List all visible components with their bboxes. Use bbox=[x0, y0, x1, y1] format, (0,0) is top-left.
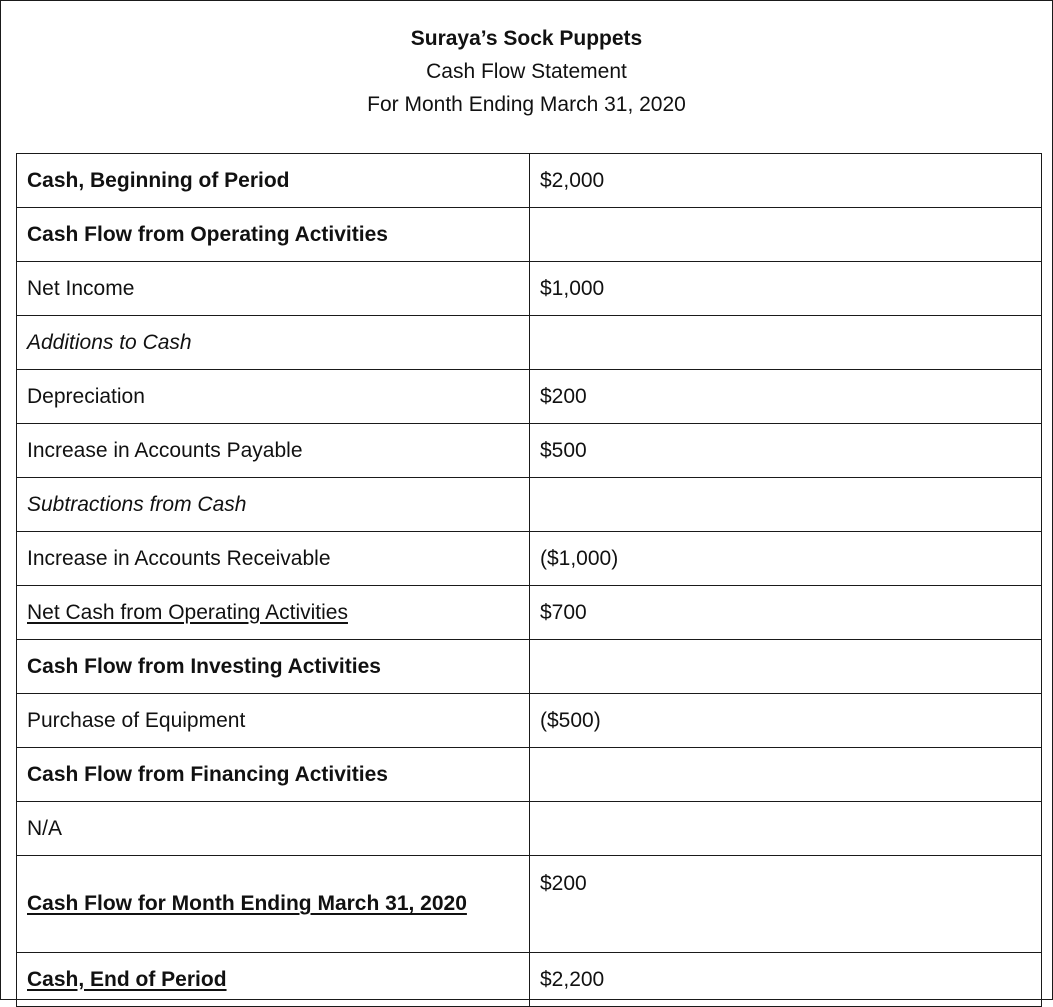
table-row bbox=[17, 953, 1042, 1007]
subtotal-label-text: Net Cash from Operating Activities bbox=[27, 600, 348, 624]
statement-title: Cash Flow Statement bbox=[426, 60, 627, 83]
company-name: Suraya’s Sock Puppets bbox=[410, 27, 643, 50]
table-row bbox=[17, 694, 1042, 748]
table-row bbox=[17, 262, 1042, 316]
total-row-label bbox=[17, 856, 530, 953]
row-value bbox=[530, 316, 1042, 370]
table-row bbox=[17, 748, 1042, 802]
table-row bbox=[17, 802, 1042, 856]
row-value: $1,000 bbox=[530, 262, 1042, 316]
row-value: $200 bbox=[530, 856, 1042, 953]
row-value: ($1,000) bbox=[530, 532, 1042, 586]
table-row bbox=[17, 154, 1042, 208]
row-label: Cash, Beginning of Period bbox=[17, 154, 530, 208]
section-heading: Cash Flow from Operating Activities bbox=[17, 208, 530, 262]
row-label: Increase in Accounts Payable bbox=[17, 424, 530, 478]
table-row bbox=[17, 370, 1042, 424]
row-value bbox=[530, 748, 1042, 802]
total-row-label bbox=[17, 953, 530, 1007]
subsection-heading: Additions to Cash bbox=[17, 316, 530, 370]
statement-header bbox=[1, 23, 1052, 121]
table-row bbox=[17, 424, 1042, 478]
row-label: Net Income bbox=[17, 262, 530, 316]
row-value bbox=[530, 208, 1042, 262]
table-row bbox=[17, 856, 1042, 953]
table-row bbox=[17, 316, 1042, 370]
row-value: $700 bbox=[530, 586, 1042, 640]
row-label: N/A bbox=[17, 802, 530, 856]
statement-period: For Month Ending March 31, 2020 bbox=[367, 93, 686, 116]
subsection-heading: Subtractions from Cash bbox=[17, 478, 530, 532]
row-value: $200 bbox=[530, 370, 1042, 424]
row-value bbox=[530, 478, 1042, 532]
row-value: $500 bbox=[530, 424, 1042, 478]
total-label-text: Cash Flow for Month Ending March 31, 2020 bbox=[27, 892, 467, 915]
section-heading: Cash Flow from Financing Activities bbox=[17, 748, 530, 802]
row-value bbox=[530, 640, 1042, 694]
table-row bbox=[17, 586, 1042, 640]
row-value: ($500) bbox=[530, 694, 1042, 748]
cash-flow-table bbox=[16, 153, 1042, 1007]
row-label: Depreciation bbox=[17, 370, 530, 424]
subtotal-row-label bbox=[17, 586, 530, 640]
total-label-text: Cash, End of Period bbox=[27, 967, 227, 991]
section-heading: Cash Flow from Investing Activities bbox=[17, 640, 530, 694]
row-label: Purchase of Equipment bbox=[17, 694, 530, 748]
row-label: Increase in Accounts Receivable bbox=[17, 532, 530, 586]
row-value bbox=[530, 802, 1042, 856]
row-value: $2,200 bbox=[530, 953, 1042, 1007]
table-row bbox=[17, 532, 1042, 586]
row-value: $2,000 bbox=[530, 154, 1042, 208]
table-row bbox=[17, 208, 1042, 262]
table-row bbox=[17, 478, 1042, 532]
table-row bbox=[17, 640, 1042, 694]
